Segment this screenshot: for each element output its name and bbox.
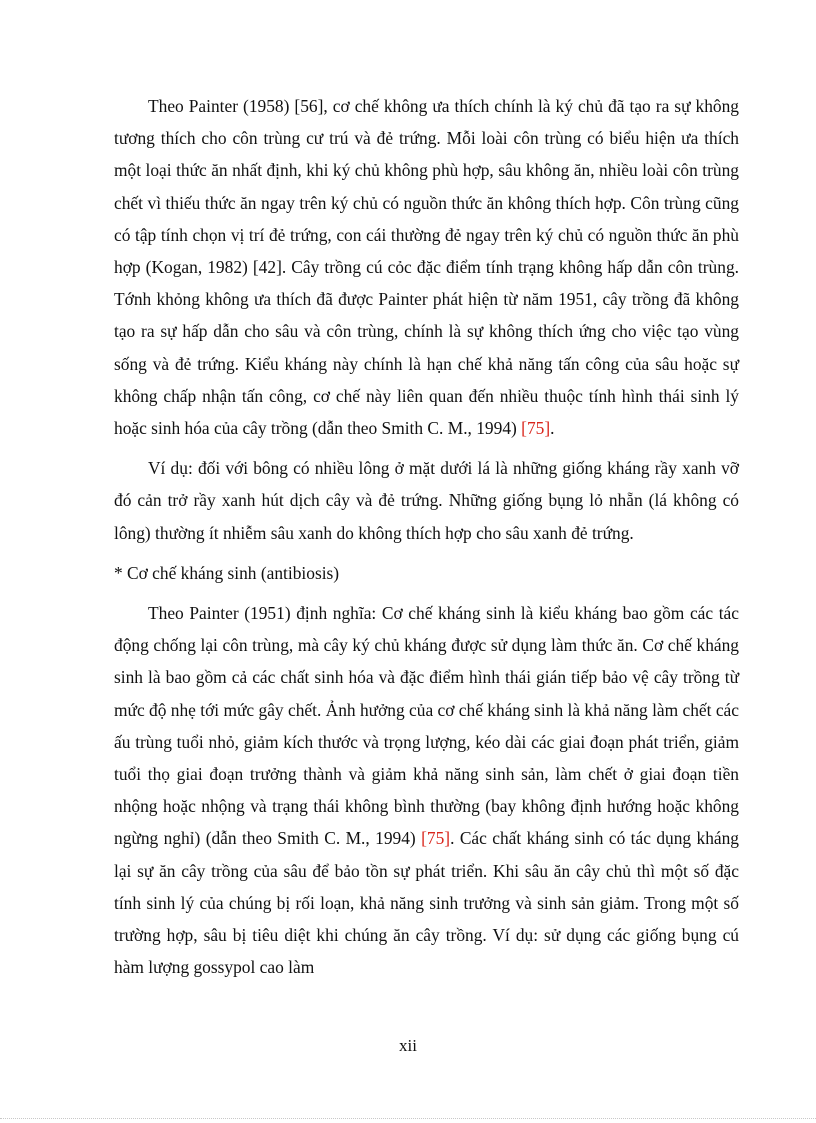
section-heading-antibiosis: [114, 557, 739, 589]
paragraph-text-tail: . Các chất kháng sinh có tác dụng kháng lại sự ăn cây trồng của sâu để bảo tồn sự phát triển. Khi sâu ăn cây chủ thì một số đặc tính sinh lý của chúng bị rối loạn, khả năng sinh trưởng và sinh sản giảm. Trong một số trường hợp, sâu bị tiêu diệt khi chúng ăn cây trồng. Ví dụ: sử dụng các giống bụng cú hàm lượng gossypol cao làm: [114, 828, 739, 978]
heading-text: * Cơ chế kháng sinh (antibiosis): [114, 562, 340, 583]
paragraph-text: Theo Painter (1958) [56], cơ chế không ưa thích chính là ký chủ đã tạo ra sự không tương thích cho côn trùng cư trú và đẻ trứng. Mỗi loài côn trùng có biểu hiện ưa thích một loại thức ăn nhất định, khi ký chủ không phù hợp, sâu không ăn, nhiều loài côn trùng chết vì thiếu thức ăn ngay trên ký chủ có nguồn thức ăn không thích hợp. Côn trùng cũng có tập tính chọn vị trí đẻ trứng, con cái thường đẻ ngay trên ký chủ có nguồn thức ăn phù hợp (Kogan, 1982) [42]. Cây trồng cú cỏc đặc điểm tính trạng không hấp dẫn côn trùng. Tớnh khỏng không ưa thích đã được Painter phát hiện từ năm 1951, cây trồng đã không tạo ra sự hấp dẫn cho sâu và côn trùng, chính là sự không thích ứng cho việc tạo vùng sống và đẻ trứng. Kiểu kháng này chính là hạn chế khả năng tấn công của sâu hoặc sự không chấp nhận tấn công, cơ chế này liên quan đến nhiều thuộc tính hình thái sinh lý hoặc sinh hóa của cây trồng (dẫn theo Smith C. M., 1994): [114, 96, 739, 439]
paragraph-antibiosis: [114, 597, 739, 983]
citation-link[interactable]: [75]: [521, 418, 551, 439]
paragraph-text: Theo Painter (1951) định nghĩa: Cơ chế kháng sinh là kiểu kháng bao gồm các tác động chống lại côn trùng, mà cây ký chủ kháng được sử dụng làm thức ăn. Cơ chế kháng sinh là bao gồm cả các chất sinh hóa và đặc điểm hình thái gián tiếp bảo vệ cây trồng từ mức độ nhẹ tới mức gây chết. Ảnh hưởng của cơ chế kháng sinh là khả năng làm chết các ấu trùng tuổi nhỏ, giảm kích thước và trọng lượng, kéo dài các giai đoạn phát triển, giảm tuổi thọ giai đoạn trưởng thành và giảm khả năng sinh sản, làm chết ở giai đoạn tiền nhộng hoặc nhộng và trạng thái không bình thường (bay không định hướng hoặc không ngừng nghỉ) (dẫn theo Smith C. M., 1994): [114, 603, 739, 849]
paragraph-text: Ví dụ: đối với bông có nhiều lông ở mặt dưới lá là những giống kháng rầy xanh vỡ đó cản trở rầy xanh hút dịch cây và đẻ trứng. Những giống bụng lỏ nhẵn (lá không có lông) thường ít nhiễm sâu xanh do không thích hợp cho sâu xanh đẻ trứng.: [114, 458, 739, 543]
page-body: [114, 90, 739, 983]
paragraph-example: [114, 452, 739, 549]
citation-link[interactable]: [75]: [421, 828, 451, 849]
paragraph-text-tail: .: [550, 418, 555, 439]
page-number: xii: [399, 1036, 417, 1055]
paragraph-non-preference: [114, 90, 739, 444]
page-bottom-divider: [0, 1118, 816, 1119]
